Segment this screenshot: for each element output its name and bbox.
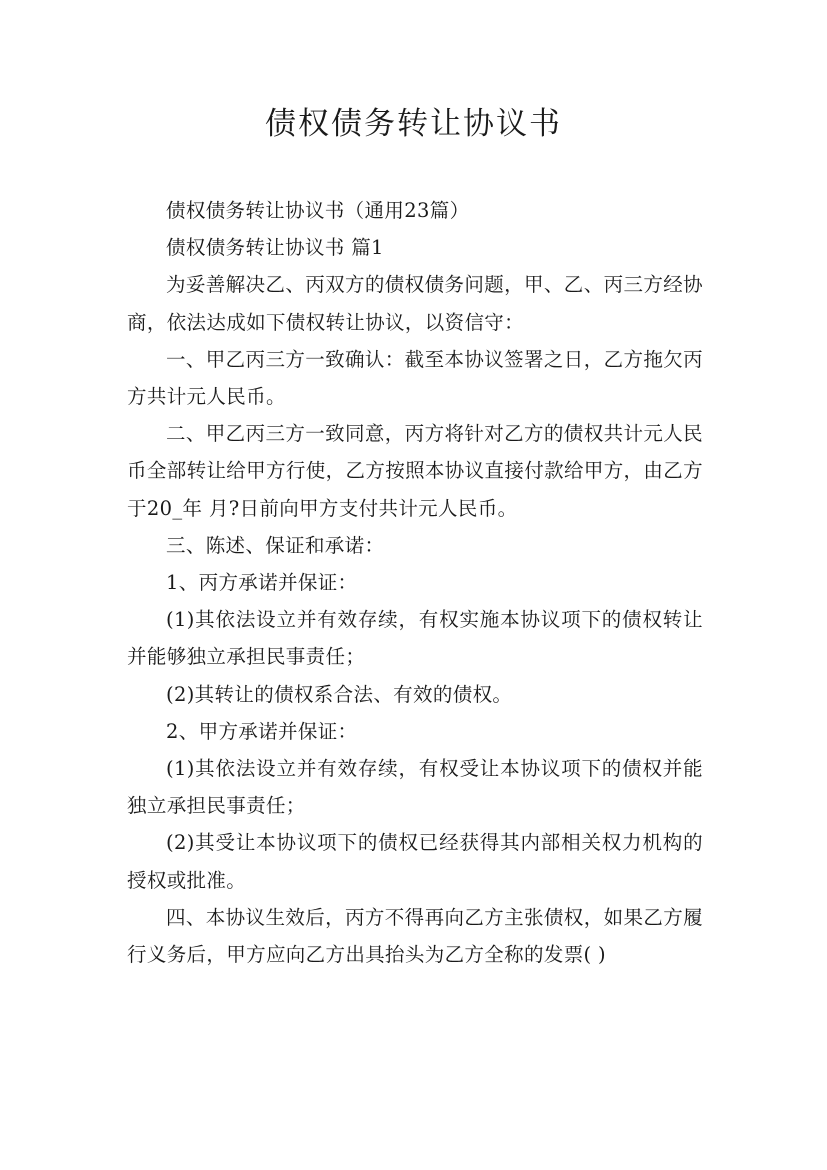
paragraph-clause-1: 一、甲乙丙三方一致确认：截至本协议签署之日，乙方拖欠丙方共计元人民币。 (127, 347, 703, 409)
paragraph-bing-item-1: (1)其依法设立并有效存续，有权实施本协议项下的债权转让并能够独立承担民事责任； (127, 608, 703, 669)
paragraph-bing-item-2: (2)其转让的债权系合法、有效的债权。 (166, 682, 513, 706)
paragraph-preamble: 为妥善解决乙、丙双方的债权债务问题，甲、乙、丙三方经协商，依法达成如下债权转让协议，以资信守： (127, 273, 703, 334)
paragraph-subtitle: 债权债务转让协议书（通用23篇） (166, 199, 470, 222)
paragraph-clause-4: 四、本协议生效后，丙方不得再向乙方主张债权，如果乙方履行义务后，甲方应向乙方出具抬头为乙方全称的发票( ) (127, 905, 703, 967)
document-title: 债权债务转让协议书 (265, 106, 562, 142)
paragraph-clause-3: 三、陈述、保证和承诺： (166, 533, 385, 557)
paragraph-section-heading: 债权债务转让协议书 篇1 (166, 236, 384, 260)
paragraph-jia-item-1: (1)其依法设立并有效存续，有权受让本协议项下的债权并能独立承担民事责任； (127, 757, 703, 818)
paragraph-jia-item-2: (2)其受让本协议项下的债权已经获得其内部相关权力机构的授权或批准。 (127, 831, 703, 892)
paragraph-subclause-jia: 2、甲方承诺并保证： (166, 719, 358, 743)
paragraph-clause-2: 二、甲乙丙三方一致同意，丙方将针对乙方的债权共计元人民币全部转让给甲方行使，乙方按照本协议直接付款给甲方，由乙方于20_年 月?日前向甲方支付共计元人民币。 (127, 422, 703, 520)
document-body (127, 192, 703, 973)
paragraph-subclause-bing: 1、丙方承诺并保证： (166, 571, 358, 595)
